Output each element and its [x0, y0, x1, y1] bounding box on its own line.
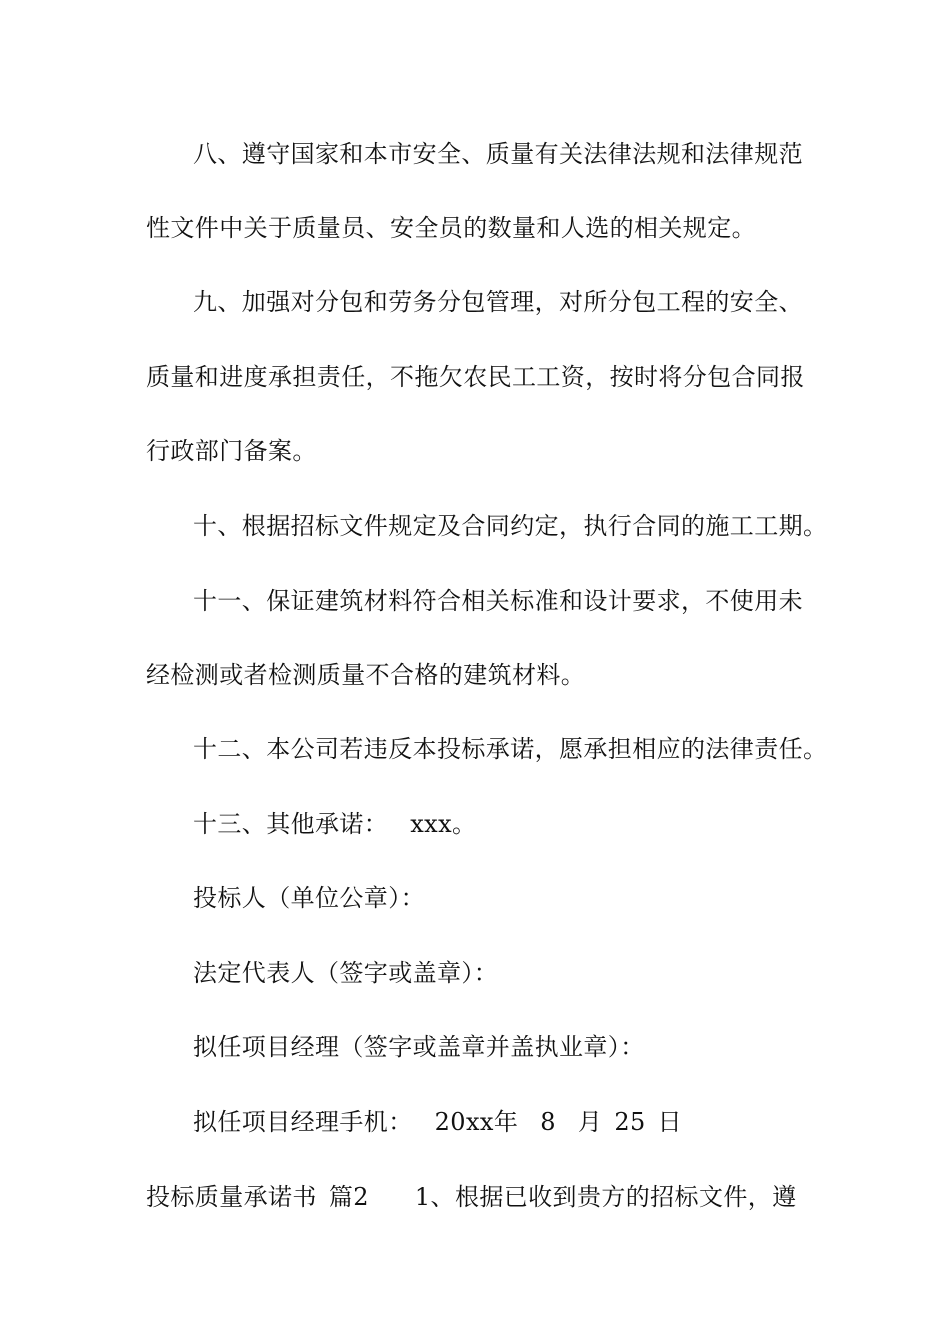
section-first-sentence: 1、根据已收到贵方的招标文件，遵: [414, 1183, 797, 1211]
bidder-seal-line: 投标人（单位公章）：: [193, 884, 425, 912]
paragraph-13-line: [193, 807, 873, 841]
paragraph-11-line-2: 经检测或者检测质量不合格的建筑材料。: [146, 661, 586, 689]
paragraph-11-line-1: 十一、保证建筑材料符合相关标准和设计要求，不使用未: [193, 587, 803, 615]
section-number: 篇2: [328, 1183, 369, 1211]
date-day: 25: [614, 1108, 646, 1136]
legal-rep-line: 法定代表人（签字或盖章）：: [193, 959, 499, 987]
paragraph-9-line-1: 九、加强对分包和劳务分包管理，对所分包工程的安全、: [193, 288, 803, 316]
paragraph-9-line-2: 质量和进度承担责任，不拖欠农民工工资，按时将分包合同报: [146, 363, 805, 391]
paragraph-8-line-1: 八、遵守国家和本市安全、质量有关法律法规和法律规范: [193, 140, 803, 168]
paragraph-9-line-3: 行政部门备案。: [146, 437, 317, 465]
project-manager-phone-line: [193, 1105, 873, 1139]
year-unit: 年: [493, 1108, 519, 1136]
phone-label: 拟任项目经理手机：: [193, 1108, 413, 1136]
paragraph-10-line-1: 十、根据招标文件规定及合同约定，执行合同的施工工期。: [193, 512, 828, 540]
section-title: 投标质量承诺书: [146, 1183, 317, 1211]
day-unit: 日: [657, 1108, 683, 1136]
other-commitments-label: 十三、其他承诺：: [193, 810, 389, 838]
paragraph-12-line-1: 十二、本公司若违反本投标承诺，愿承担相应的法律责任。: [193, 735, 828, 763]
other-commitments-value: xxx。: [410, 810, 477, 838]
month-unit: 月: [577, 1108, 603, 1136]
paragraph-8-line-2: 性文件中关于质量员、安全员的数量和人选的相关规定。: [146, 214, 756, 242]
project-manager-sign-line: 拟任项目经理（签字或盖章并盖执业章）：: [193, 1033, 645, 1061]
date-year: 20xx: [434, 1108, 494, 1136]
next-section-line: [146, 1180, 826, 1214]
date-month: 8: [540, 1108, 556, 1136]
